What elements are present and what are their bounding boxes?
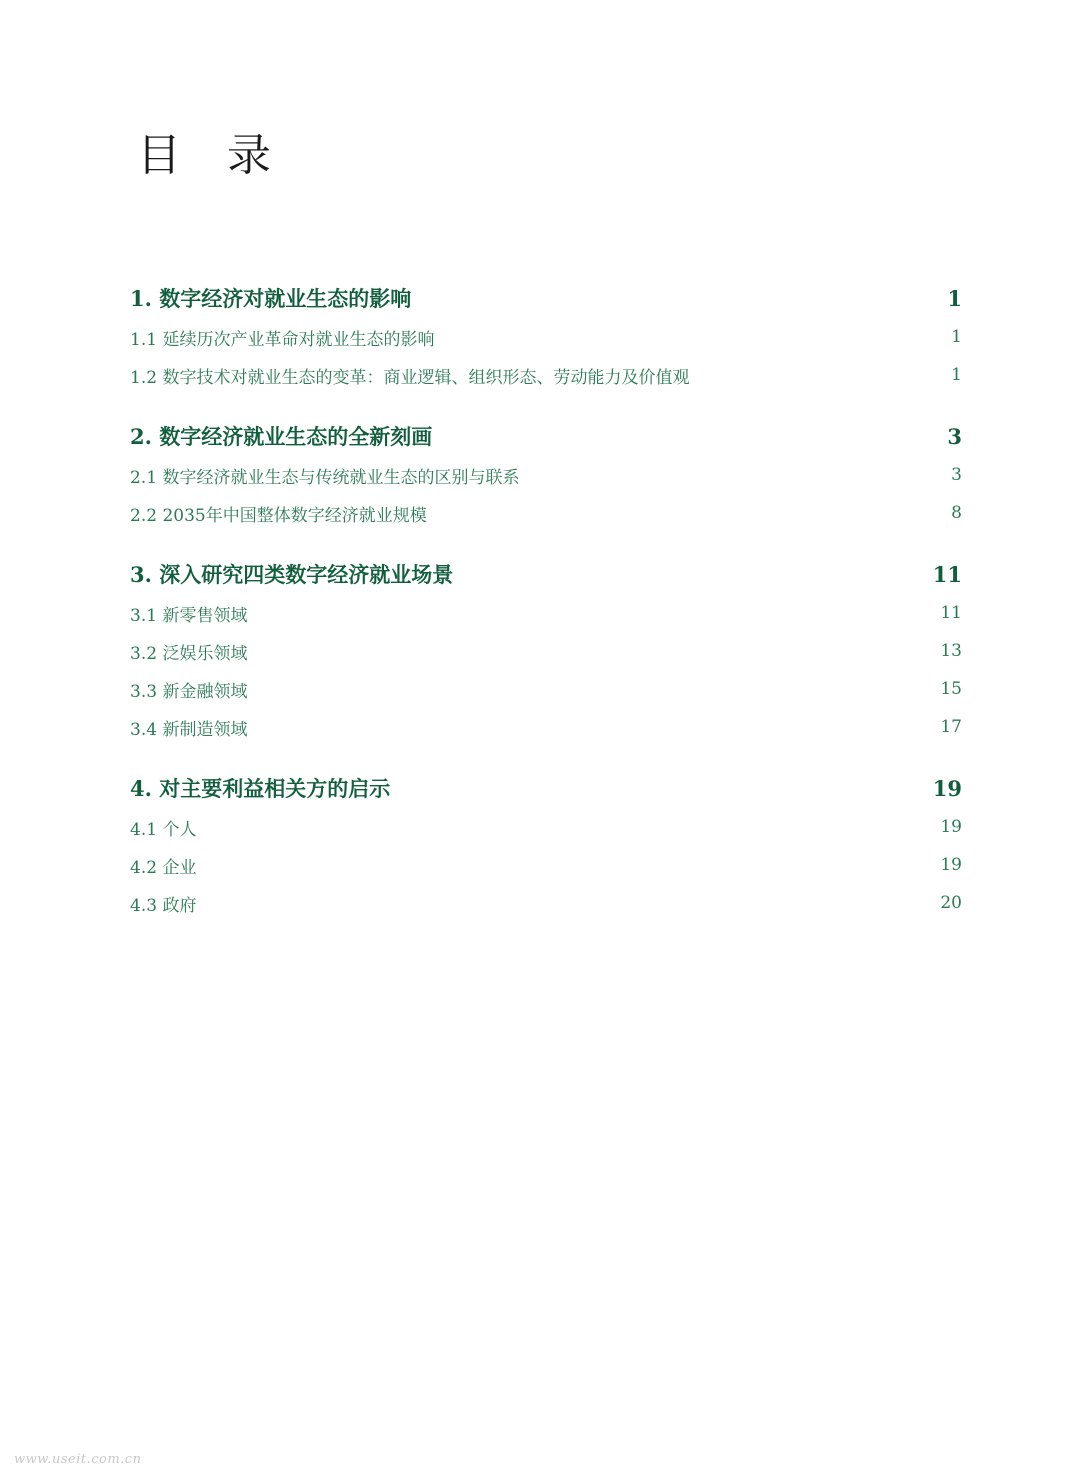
toc-item-3-3[interactable] [130, 670, 962, 708]
toc-item-label: 3.1 新零售领域 [130, 605, 248, 626]
toc-heading-label: 4. 对主要利益相关方的启示 [130, 776, 391, 801]
watermark-text: www.useit.com.cn [14, 1452, 142, 1467]
toc-heading-1[interactable] [130, 278, 962, 318]
toc-page-number: 17 [940, 717, 962, 737]
toc-page-number: 15 [940, 679, 962, 699]
toc-item-1-2[interactable] [130, 356, 962, 394]
toc-item-label: 3.2 泛娱乐领域 [130, 643, 248, 664]
toc-heading-label: 1. 数字经济对就业生态的影响 [130, 286, 412, 311]
toc-page-number: 11 [932, 561, 962, 587]
toc-item-2-1[interactable] [130, 456, 962, 494]
toc-section-2 [130, 416, 962, 532]
toc-section-1 [130, 278, 962, 394]
toc-item-1-1[interactable] [130, 318, 962, 356]
toc-page-number: 1 [951, 327, 962, 347]
toc-item-3-1[interactable] [130, 594, 962, 632]
toc-item-2-2[interactable] [130, 494, 962, 532]
toc-page-number: 1 [951, 365, 962, 385]
toc-page-number: 19 [932, 775, 962, 801]
toc-page-number: 3 [947, 423, 962, 449]
toc-item-4-2[interactable] [130, 846, 962, 884]
toc-section-4 [130, 768, 962, 922]
toc-item-label: 1.2 数字技术对就业生态的变革：商业逻辑、组织形态、劳动能力及价值观 [130, 367, 690, 388]
toc-heading-label: 3. 深入研究四类数字经济就业场景 [130, 562, 454, 587]
toc-item-4-3[interactable] [130, 884, 962, 922]
toc-item-label: 3.4 新制造领域 [130, 719, 248, 740]
toc-page-number: 19 [940, 855, 962, 875]
table-of-contents [130, 278, 962, 944]
toc-item-label: 2.2 2035年中国整体数字经济就业规模 [130, 505, 427, 526]
toc-section-3 [130, 554, 962, 746]
toc-heading-2[interactable] [130, 416, 962, 456]
toc-item-label: 4.3 政府 [130, 895, 197, 916]
toc-item-label: 4.1 个人 [130, 819, 197, 840]
toc-item-3-2[interactable] [130, 632, 962, 670]
toc-item-label: 3.3 新金融领域 [130, 681, 248, 702]
toc-page-number: 3 [951, 465, 962, 485]
toc-page-number: 19 [940, 817, 962, 837]
page-title: 目 录 [137, 130, 287, 181]
toc-item-label: 1.1 延续历次产业革命对就业生态的影响 [130, 329, 435, 350]
toc-heading-label: 2. 数字经济就业生态的全新刻画 [130, 424, 433, 449]
toc-page-number: 20 [940, 893, 962, 913]
toc-item-4-1[interactable] [130, 808, 962, 846]
toc-heading-4[interactable] [130, 768, 962, 808]
toc-item-label: 4.2 企业 [130, 857, 197, 878]
toc-item-label: 2.1 数字经济就业生态与传统就业生态的区别与联系 [130, 467, 520, 488]
toc-heading-3[interactable] [130, 554, 962, 594]
toc-page-number: 11 [940, 603, 962, 623]
toc-page-number: 1 [947, 285, 962, 311]
toc-item-3-4[interactable] [130, 708, 962, 746]
toc-page-number: 8 [951, 503, 962, 523]
toc-page-number: 13 [940, 641, 962, 661]
